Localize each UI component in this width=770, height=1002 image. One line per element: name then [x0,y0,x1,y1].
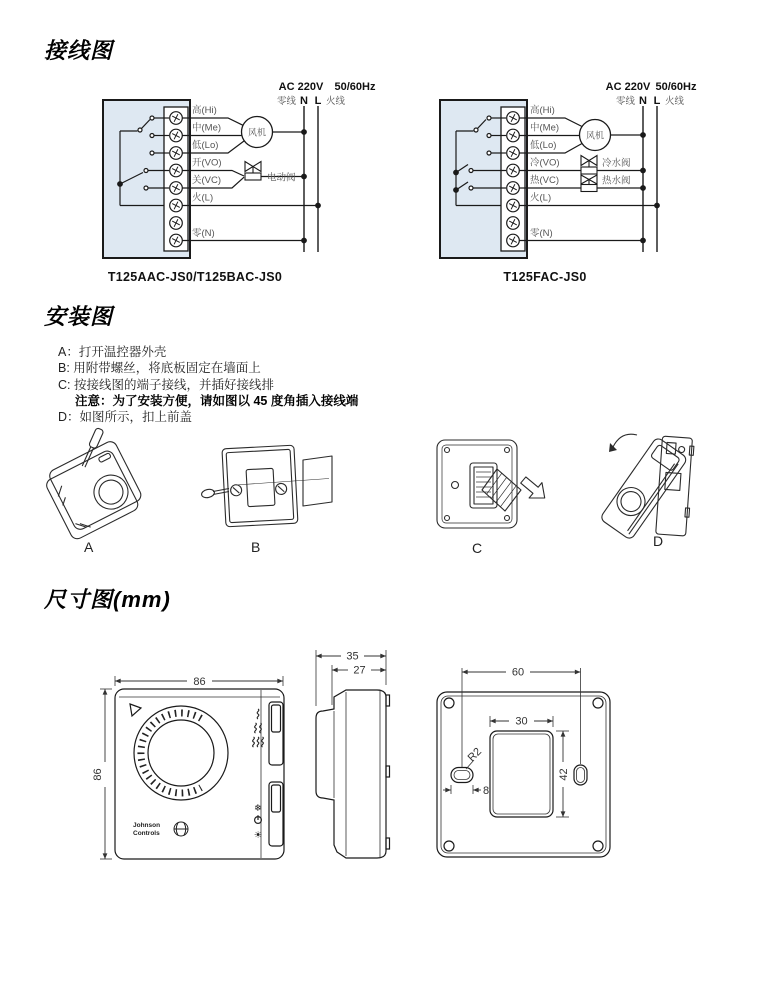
dial-tick-ring [141,713,201,793]
fan-speed-icons [253,709,264,747]
install-figure-a [41,427,146,541]
fan-low-icon [257,709,259,719]
terminal-label: 火(L) [192,192,214,204]
fan-med-icon [255,723,257,733]
terminal-label: 中(Me) [530,122,560,134]
install-step-b: B: 用附带螺丝，将底板固定在墙面上 [58,361,261,376]
valve-symbol [245,162,261,181]
wiring-diagram-right [440,81,697,284]
dial-pointer-icon [130,704,141,716]
dim-window-width-value: 30 [515,715,528,728]
voltage-label: AC 220V [605,81,651,93]
figure-label-d: D [653,533,664,549]
voltage-label: AC 220V [278,81,324,93]
logo-globe-icon [174,822,188,836]
dim-side-total-value: 35 [346,650,359,663]
dim-slot-width [443,785,481,794]
install-step-c: C: 按接线图的端子接线，并插好接线排 [58,377,274,392]
terminal-label: 中(Me) [192,122,222,134]
neutral-label: N [639,95,647,107]
live-name-label: 火线 [665,96,685,107]
terminal-label: 热(VC) [530,175,560,186]
logo-text-line2: Controls [133,830,160,837]
side-view [316,650,390,858]
install-figure-b [201,445,332,527]
live-label: L [653,95,661,107]
terminal-label: 零(N) [192,228,215,239]
dim-hole-span-value: 60 [511,666,525,679]
fan-high-icon [253,737,255,747]
cold-valve-symbol [581,156,597,175]
fan-label: 风机 [247,127,267,138]
neutral-name-label: 零线 [615,96,635,107]
power-icon [255,815,262,823]
heat-mode-icon: ☀ [253,830,263,841]
dim-front-width-value: 86 [193,676,206,688]
logo-text-line1: Johnson [133,822,161,829]
front-view [92,676,284,859]
neutral-name-label: 零线 [276,96,296,107]
terminal-label: 开(VO) [192,157,222,169]
terminal-labels-left [192,104,222,239]
install-step-a: A：打开温控器外壳 [58,345,167,359]
wiring-diagrams-figure [0,0,770,300]
section-title-wiring: 接线图 [44,38,114,63]
mounting-plate-view [437,667,610,858]
figure-label-b: B [251,539,261,555]
install-step-d: D：如图所示，扣上前盖 [58,410,193,425]
dim-slot-radius-value: R2 [465,745,485,765]
dimension-drawings [0,630,770,880]
install-steps [58,344,358,425]
terminal-labels-right [530,104,560,239]
wiring-diagram-left [103,81,376,284]
section-title-dimension: 尺寸图(mm) [44,587,171,612]
terminal-label: 关(VC) [192,175,222,186]
live-name-label: 火线 [326,96,346,107]
terminal-label: 冷(VO) [530,157,560,169]
terminal-label: 火(L) [530,192,552,204]
neutral-label: N [300,95,308,107]
terminal-label: 高(Hi) [530,105,555,116]
terminal-label: 低(Lo) [530,140,557,151]
terminal-label: 低(Lo) [192,140,219,151]
figure-label-c: C [472,540,483,556]
install-figure-d [600,434,695,540]
hot-valve-symbol [581,175,597,192]
dim-front-height-value: 86 [92,768,104,781]
dim-slot-width-value: 8 [483,785,490,797]
frequency-label: 50/60Hz [334,81,376,93]
live-label: L [314,95,322,107]
fan-label: 风机 [585,130,605,141]
right-slot [574,765,587,785]
cold-valve-label: 冷水阀 [602,158,631,169]
dim-window-height-value: 42 [558,768,570,781]
valve-label: 电动阀 [267,172,296,184]
model-caption-right: T125FAC-JS0 [503,270,587,284]
install-figure-c [437,440,551,528]
section-title-install: 安装图 [44,304,114,329]
cool-mode-icon: ❄ [254,803,262,814]
install-note: 注意：为了安装方便，请如图以 45 度角插入接线端 [75,393,359,408]
dim-side-body-value: 27 [353,664,366,677]
plate-window [490,731,553,817]
model-caption-left: T125AAC-JS0/T125BAC-JS0 [107,270,283,284]
figure-label-a: A [84,539,94,555]
hot-valve-label: 热水阀 [602,175,631,187]
frequency-label: 50/60Hz [655,81,697,93]
terminal-label: 高(Hi) [192,105,217,116]
terminal-label: 零(N) [530,228,553,239]
